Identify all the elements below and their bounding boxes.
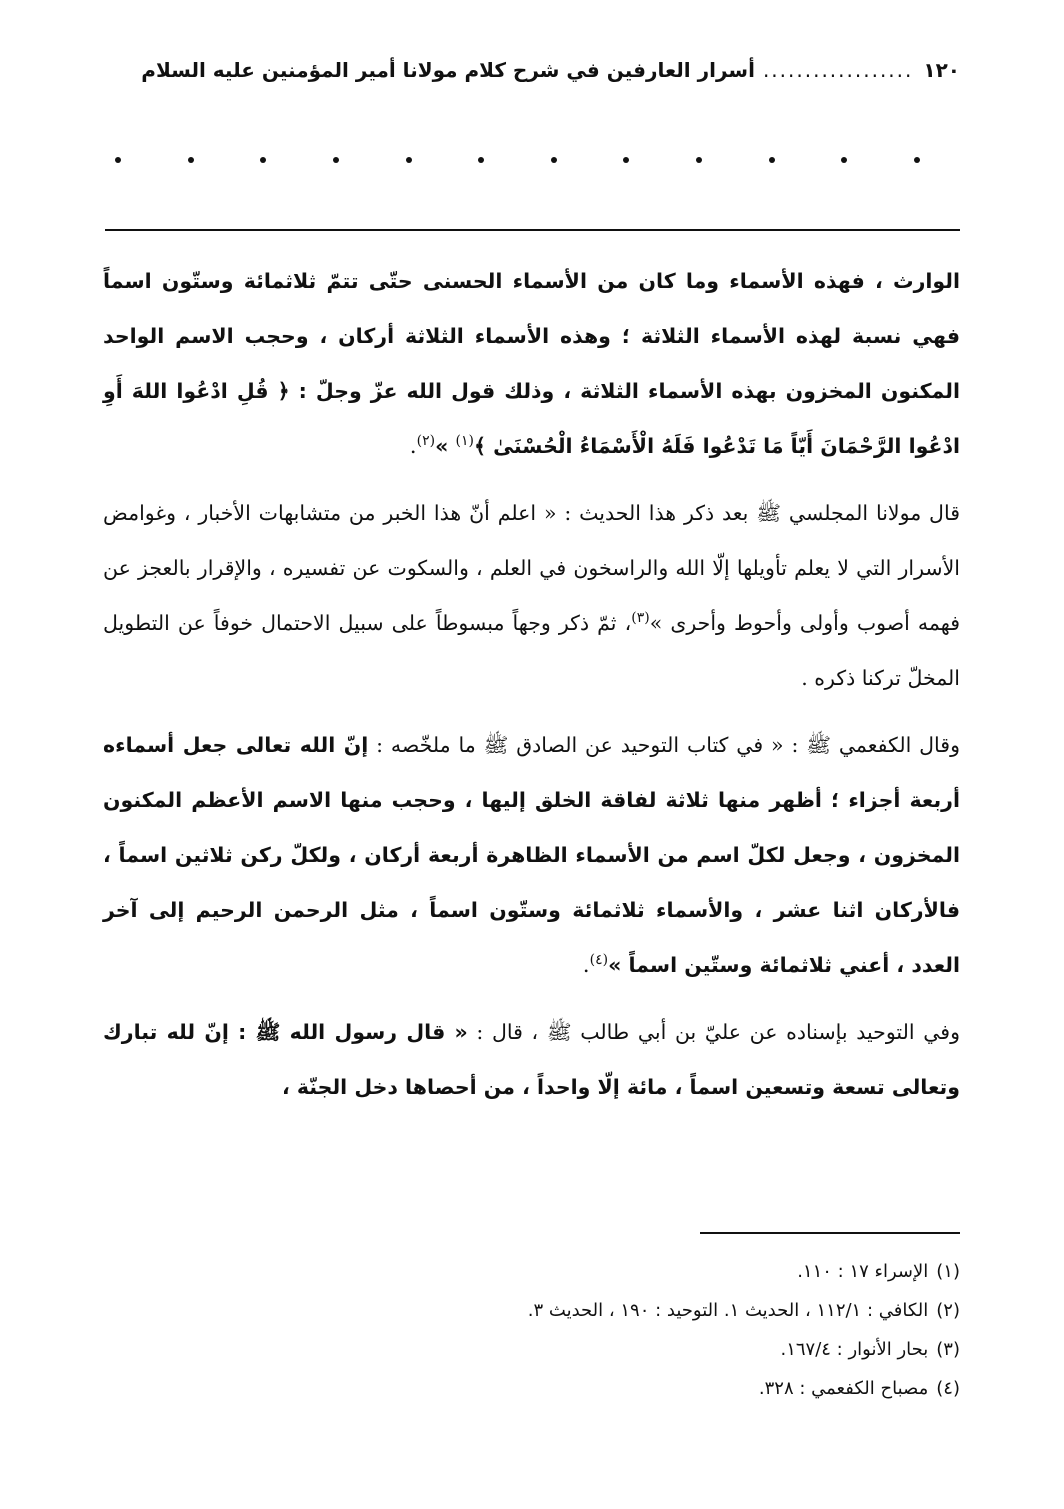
footnote-ref-4: (٤) [589, 951, 609, 968]
sentence-end: . [582, 953, 590, 978]
paragraph-1 [103, 254, 960, 474]
paragraph-4 [103, 1005, 960, 1115]
page-number: ١٢٠ [923, 58, 960, 82]
sentence-end: . [409, 434, 417, 459]
footnote-text: مصباح الكفعمي : ٣٢٨. [758, 1378, 929, 1399]
kafami-intro: وقال الكفعمي ﷺ : « في كتاب التوحيد عن الصادق ﷺ ما ملخّصه : [368, 733, 960, 757]
majlisi-commentary: قال مولانا المجلسي ﷺ بعد ذكر هذا الحديث : « اعلم أنّ هذا الخبر من متشابهات الأخبار ، وغوامض الأسرار التي لا يعلم تأويلها إلّا الله والراسخون في العلم ، والسكوت عن تفسيره ، والإقرار بالعجز عن فهمه أصوب وأولى وأحوط وأحرى » [103, 501, 961, 635]
separator-dot [478, 157, 484, 163]
separator-dot [914, 157, 920, 163]
book-title: أسرار العارفين في شرح كلام مولانا أمير المؤمنين عليه السلام [141, 58, 755, 82]
separator-dot [115, 157, 121, 163]
quote-close-mark: » [435, 434, 456, 458]
separator-dot [551, 157, 557, 163]
majlisi-commentary-rest: ، ثمّ ذكر وجهاً مبسوطاً على سبيل الاحتمال خوفاً عن التطويل المخلّ تركنا ذكره . [103, 611, 960, 690]
footnote-number: (٢) [936, 1300, 960, 1321]
running-header [108, 46, 960, 94]
header-divider-rule [105, 229, 960, 231]
footnote-ref-1: (١) [455, 432, 474, 449]
main-text [103, 254, 960, 1127]
footnote-text: الكافي : ١١٢/١ ، الحديث ١. التوحيد : ١٩٠ ، الحديث ٣. [527, 1300, 929, 1321]
paragraph-3 [103, 718, 960, 993]
separator-dot [188, 157, 194, 163]
footnote-ref-2: (٢) [416, 432, 436, 449]
footnote-2 [103, 1291, 960, 1330]
separator-dot [696, 157, 702, 163]
header-leader-dots: .................. [762, 58, 914, 82]
kafami-quote-text: إنّ الله تعالى جعل أسماءه أربعة أجزاء ؛ أظهر منها ثلاثة لفاقة الخلق إليها ، وحجب منها الاسم الأعظم المكنون المخزون ، وجعل لكلّ اسم من الأسماء الظاهرة أربعة أركان ، ولكلّ ركن ثلاثين اسماً ، فالأركان اثنا عشر ، والأسماء ثلاثمائة وستّون اسماً ، مثل الرحمن الرحيم إلى آخر العدد ، أعني ثلاثمائة وستّين اسماً » [103, 733, 960, 977]
hadith-quote-text: الوارث ، فهذه الأسماء وما كان من الأسماء الحسنى حتّى تتمّ ثلاثمائة وستّون اسماً فهي نسبة لهذه الأسماء الثلاثة ؛ وهذه الأسماء الثلاثة أركان ، وحجب الاسم الواحد المكنون المخزون بهذه الأسماء الثلاثة ، وذلك قول الله عزّ وجلّ : ﴿ قُلِ ادْعُوا اللهَ أَوِ ادْعُوا الرَّحْمَانَ أَيّاً مَا تَدْعُوا فَلَهُ الْأَسْمَاءُ الْحُسْنَىٰ ﴾ [103, 269, 960, 458]
footnote-3 [103, 1330, 960, 1369]
separator-dot [406, 157, 412, 163]
footnote-number: (٣) [936, 1339, 960, 1360]
prophet-hadith-text: « قال رسول الله ﷺ : إنّ لله تبارك وتعالى تسعة وتسعين اسماً ، مائة إلّا واحداً ، من أحصاها دخل الجنّة ، [103, 1020, 960, 1099]
footnote-divider-rule [700, 1232, 960, 1234]
footnote-text: بحار الأنوار : ١٦٧/٤. [780, 1339, 929, 1360]
footnote-number: (٤) [936, 1378, 960, 1399]
separator-dot [769, 157, 775, 163]
paragraph-2 [103, 486, 960, 706]
section-separator-dots [100, 140, 960, 180]
footnote-1 [103, 1252, 960, 1291]
separator-dot [260, 157, 266, 163]
footnote-4 [103, 1369, 960, 1408]
tawhid-intro: وفي التوحيد بإسناده عن عليّ بن أبي طالب ﷺ ، قال : [467, 1020, 960, 1044]
separator-dot [623, 157, 629, 163]
separator-dot [333, 157, 339, 163]
footnotes [103, 1252, 960, 1408]
separator-dot [841, 157, 847, 163]
footnote-number: (١) [936, 1261, 960, 1282]
footnote-ref-3: (٣) [631, 609, 650, 626]
footnote-text: الإسراء ١٧ : ١١٠. [797, 1261, 929, 1282]
